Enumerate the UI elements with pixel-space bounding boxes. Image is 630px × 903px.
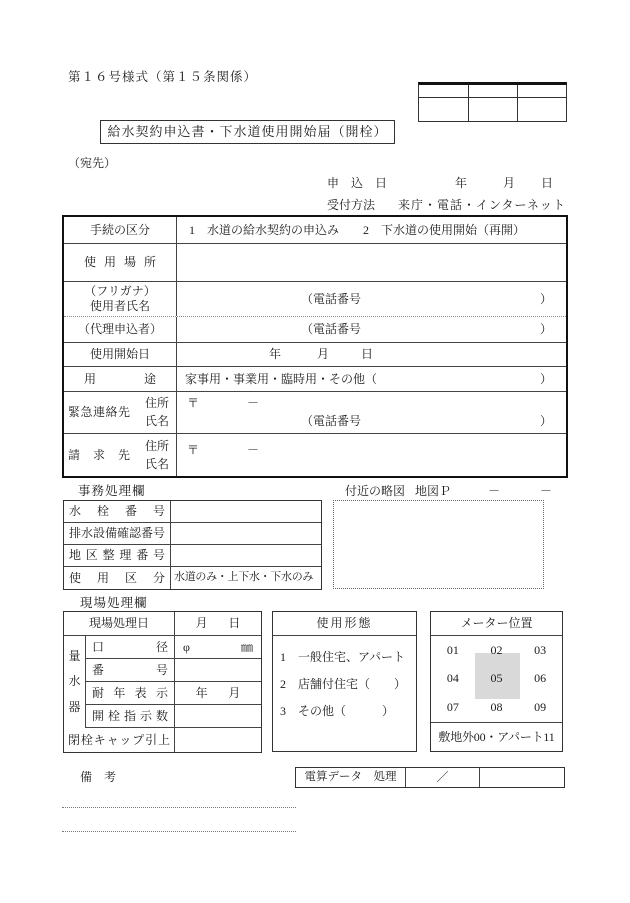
form-number: 第１６号様式（第１５条関係）: [68, 70, 258, 84]
billing-postal: 〒 －: [187, 443, 260, 457]
reception-method-value: 来庁・電話・インターネット: [398, 198, 566, 212]
start-year: 年: [269, 347, 282, 361]
user-name-label: 使用者氏名: [89, 299, 150, 313]
map-ref-label: 地図Ｐ: [415, 484, 452, 498]
use-category-label: 使用区分: [69, 570, 165, 585]
stamp-cell: [419, 97, 468, 121]
usage-label: 用途: [84, 371, 156, 386]
start-date-row: [64, 343, 566, 367]
durable-year-row: [86, 682, 261, 705]
apply-date-day: 日: [541, 176, 554, 190]
emergency-field: [177, 392, 566, 433]
meter-position-cell: 03: [534, 642, 547, 657]
indication-row: [86, 705, 261, 728]
site-date-row: [64, 612, 261, 636]
apply-date-label: 申 込 日: [327, 176, 388, 190]
billing-addr-label: 住所: [144, 438, 169, 453]
map-sketch-box: [333, 500, 544, 589]
agent-label: （代理申込者）: [64, 317, 177, 342]
start-date-field: [177, 343, 566, 366]
place-label: 使用場所: [84, 255, 156, 269]
drainage-check-label: 排水設備確認番号: [69, 526, 166, 540]
emergency-contact-row: [64, 392, 566, 434]
usage-row: [64, 367, 566, 392]
meter-position-cell: 09: [534, 700, 547, 715]
usage-form-item: 1 一般住宅、アパート: [280, 650, 406, 664]
furigana-label: （フリガナ）: [84, 284, 156, 298]
meter-position-title: メーター位置: [431, 612, 562, 636]
meter-position-cell: 06: [534, 671, 547, 686]
emergency-name-label: 氏名: [144, 414, 169, 428]
meter-position-cell-selected: 05: [490, 671, 503, 686]
computer-data-blank: [480, 768, 564, 787]
computer-data-label: 電算データ 処理: [296, 768, 406, 787]
agent-row: [64, 317, 566, 343]
cap-row: [64, 728, 261, 752]
procedure-row: [64, 217, 566, 244]
usage-options: 家事用・事業用・臨時用・その他（: [185, 371, 378, 386]
form-title-box: [100, 120, 395, 144]
meter-number-label: 番号: [92, 662, 168, 677]
caliber-label: 口径: [92, 639, 168, 654]
district-number-field: [171, 545, 321, 566]
procedure-options: 1 水道の給水契約の申込み 2 下水道の使用開始（再開）: [189, 222, 526, 237]
computer-data-table: [295, 767, 565, 788]
water-meter-label: 量水器: [68, 649, 81, 714]
use-category-options: 水道のみ・上下水・下水のみ: [174, 571, 314, 584]
meter-position-cell: 01: [446, 642, 459, 657]
indication-field: [175, 705, 261, 727]
billing-label: 請求先: [68, 447, 130, 462]
form-title: 給水契約申込書・下水道使用開始届（開栓）: [107, 123, 388, 139]
site-section-title: 現場処理欄: [80, 596, 148, 610]
tap-number-row: [64, 501, 321, 523]
emergency-phone-close: ）: [539, 414, 552, 429]
durable-year-label: 耐年表示: [92, 685, 168, 700]
drainage-check-field: [171, 523, 321, 544]
meter-position-cell: 08: [490, 700, 503, 715]
caliber-phi: φ: [183, 639, 190, 654]
drainage-check-row: [64, 523, 321, 545]
meter-position-table: [430, 611, 563, 752]
durable-month: 月: [228, 685, 241, 700]
usage-form-table: [272, 611, 417, 752]
office-table: [63, 500, 322, 590]
place-field: [177, 244, 566, 281]
usage-form-item: 3 その他（ ）: [280, 704, 395, 718]
computer-data-slash: ／: [406, 768, 480, 787]
site-date-day: 日: [228, 616, 241, 630]
stamp-cell: [517, 85, 566, 97]
emergency-addr-label: 住所: [144, 396, 169, 410]
use-category-row: [64, 567, 321, 589]
stamp-cell: [468, 97, 517, 121]
start-date-label: 使用開始日: [64, 343, 177, 366]
billing-name-label: 氏名: [144, 456, 169, 471]
office-section-title: 事務処理欄: [78, 484, 146, 498]
user-name-row: [64, 282, 566, 317]
site-date-month: 月: [195, 616, 208, 630]
meter-position-cell: 02: [490, 642, 503, 657]
user-phone-close: ）: [539, 291, 552, 306]
user-name-field: [177, 282, 566, 316]
addressee-label: （宛先）: [68, 156, 117, 170]
billing-field: [177, 434, 566, 476]
indication-label: 開栓指示数: [92, 708, 168, 723]
approval-stamp-table: [418, 82, 567, 122]
remarks-label: 備 考: [80, 770, 117, 784]
usage-close: ）: [539, 371, 552, 386]
start-month: 月: [317, 347, 330, 361]
meter-number-field: [175, 659, 261, 681]
site-date-label: 現場処理日: [64, 612, 175, 635]
usage-form-title: 使用形態: [273, 612, 416, 636]
tap-number-label: 水栓番号: [69, 504, 165, 518]
district-number-label: 地区整理番号: [69, 548, 165, 562]
meter-position-footer: 敷地外00・アパート11: [431, 722, 562, 751]
tap-number-field: [171, 501, 321, 522]
caliber-row: [86, 636, 261, 659]
billing-row: [64, 434, 566, 476]
site-processing-table: [63, 611, 262, 753]
apply-date-month: 月: [503, 176, 516, 190]
usage-field: [177, 367, 566, 391]
durable-year: 年: [195, 685, 208, 700]
meter-number-row: [86, 659, 261, 682]
agent-phone-label: （電話番号: [301, 322, 362, 336]
emergency-label: 緊急連絡先: [68, 405, 130, 419]
map-section-title: 付近の略図: [345, 484, 406, 498]
stamp-cell: [517, 97, 566, 121]
application-table: [62, 215, 568, 478]
stamp-cell: [468, 85, 517, 97]
usage-form-item: 2 店舗付住宅（ ）: [280, 677, 407, 691]
emergency-postal: 〒 －: [187, 395, 260, 410]
cap-label: 閉栓キャップ引上: [68, 732, 170, 747]
apply-date-year: 年: [455, 176, 468, 190]
reception-method-label: 受付方法: [327, 198, 376, 212]
agent-field: [177, 317, 566, 342]
start-day: 日: [361, 347, 374, 361]
map-dash-1: －: [488, 484, 501, 498]
stamp-cell: [419, 85, 468, 97]
emergency-phone-label: （電話番号: [301, 414, 362, 429]
agent-phone-close: ）: [539, 322, 552, 336]
place-row: [64, 244, 566, 282]
caliber-unit: ㎜: [240, 639, 253, 654]
meter-position-cell: 07: [446, 700, 459, 715]
district-number-row: [64, 545, 321, 567]
user-phone-label: （電話番号: [301, 291, 362, 306]
remarks-dotted-line: [62, 831, 296, 832]
remarks-dotted-line: [62, 807, 296, 808]
map-dash-2: －: [540, 484, 553, 498]
procedure-label: 手続の区分: [64, 217, 177, 243]
cap-field: [175, 728, 261, 752]
meter-position-cell: 04: [446, 671, 459, 686]
